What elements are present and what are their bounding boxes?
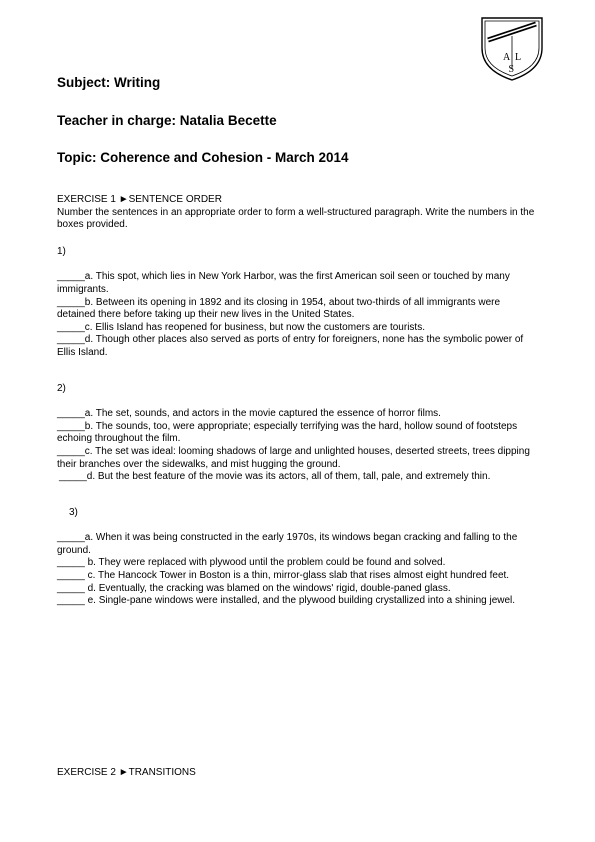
sentence-item: _____b. Between its opening in 1892 and its closing in 1954, about two-thirds of all immigrants were detained there before taking up their new lives in the United States.	[57, 296, 501, 321]
logo-letter-l: L	[515, 52, 522, 63]
group-2-number: 2)	[57, 382, 66, 394]
sentence-item: _____c. The set was ideal: looming shadows of large and unlighted houses, deserted streets, trees dipping their branches over the sidewalks, and mist hugging the ground.	[57, 445, 530, 470]
group-3-number: 3)	[69, 506, 78, 518]
subject-heading: Subject: Writing	[57, 75, 161, 90]
sentence-item: _____ b. They were replaced with plywood until the problem could be found and solved.	[57, 557, 446, 569]
logo-letter-a: A	[503, 52, 511, 63]
teacher-heading: Teacher in charge: Natalia Becette	[57, 113, 277, 128]
group-1-number: 1)	[57, 245, 66, 257]
exercise-1-section	[57, 194, 537, 608]
exercise-2-title: EXERCISE 2 ►TRANSITIONS	[57, 767, 196, 778]
exercise-1-title: EXERCISE 1 ►SENTENCE ORDER	[57, 194, 222, 205]
sentence-item: _____d. Though other places also served as ports of entry for foreigners, none has the symbolic power of Ellis Island.	[57, 334, 524, 358]
exercise-1-instructions: Number the sentences in an appropriate order to form a well-structured paragraph. Write the numbers in the boxes provided.	[57, 206, 535, 231]
topic-heading: Topic: Coherence and Cohesion - March 2014	[57, 150, 349, 165]
sentence-item: _____a. The set, sounds, and actors in the movie captured the essence of horror films.	[57, 408, 441, 420]
sentence-item: _____ d. Eventually, the cracking was blamed on the windows' rigid, double-paned glass.	[57, 582, 451, 594]
sentence-item: _____a. When it was being constructed in the early 1970s, its windows began cracking and falling to the ground.	[57, 532, 518, 556]
sentence-item: _____a. This spot, which lies in New York Harbor, was the first American soil seen or touched by many immigrants.	[57, 271, 510, 295]
sentence-item: _____b. The sounds, too, were appropriate; especially terrifying was the hard, hollow sound of footsteps echoing throughout the film.	[57, 420, 518, 445]
logo-letter-s: S	[508, 64, 515, 75]
sentence-item: _____ e. Single-pane windows were installed, and the plywood building crystallized into a shining jewel.	[57, 595, 516, 607]
school-crest-logo	[476, 10, 548, 82]
sentence-item: _____ c. The Hancock Tower in Boston is a thin, mirror-glass slab that rises almost eight hundred feet.	[57, 570, 510, 582]
sentence-item: _____d. But the best feature of the movie was its actors, all of them, tall, pale, and extremely thin.	[59, 471, 491, 483]
sentence-item: _____c. Ellis Island has reopened for business, but now the customers are tourists.	[57, 321, 425, 333]
